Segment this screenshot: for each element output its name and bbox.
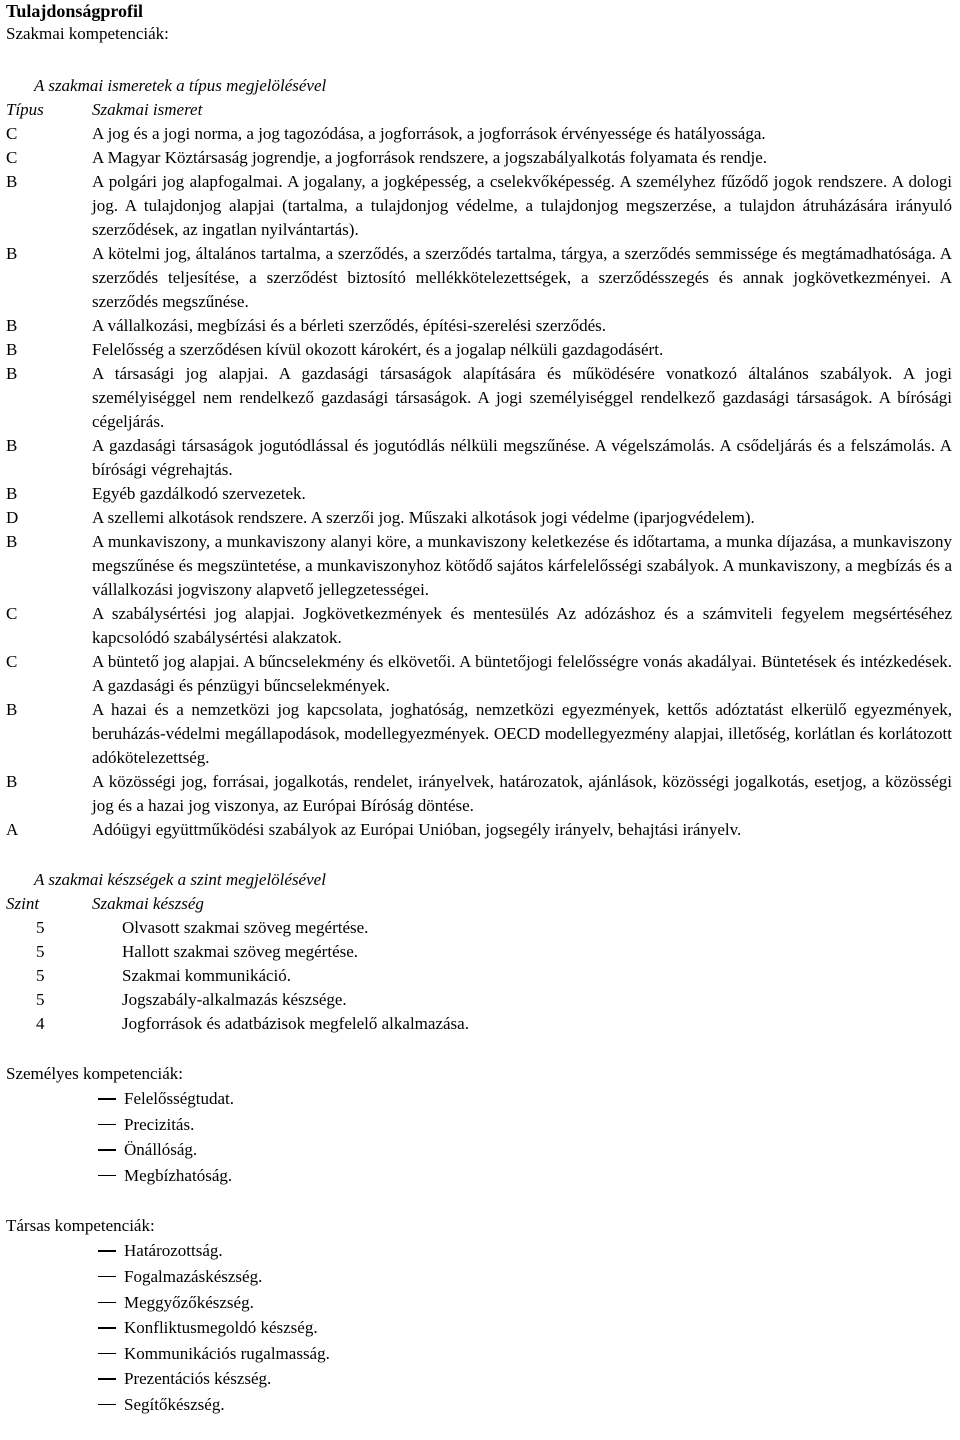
- skill-row: [6, 988, 956, 1012]
- knowledge-column-header: Szakmai ismeret: [92, 100, 203, 119]
- personal-competency-item: [6, 1163, 956, 1189]
- knowledge-text: A büntető jog alapjai. A bűncselekmény és elkövetői. A büntetőjogi felelősségre vonás akadályai. Büntetések és intézkedések. A gazdasági és pénzügyi bűncselekmények.: [92, 652, 952, 695]
- dash-bullet-icon: [94, 1086, 124, 1112]
- knowledge-code: B: [6, 772, 18, 791]
- knowledge-text: A polgári jog alapfogalmai. A jogalany, a jogképesség, a cselekvőképesség. A személyhez fűződő jogok rendszere. A dologi jog. A tulajdonjog alapjai (tartalma, a tulajdonjog védelme, a tulajdonjog megszerzése, a tulajdon átruházására irányuló szerződések, az ingatlan nyilvántartás).: [92, 172, 952, 239]
- skill-text: Szakmai kommunikáció.: [122, 966, 292, 985]
- dash-bullet-icon: [94, 1238, 124, 1264]
- knowledge-code: B: [6, 244, 18, 263]
- social-competency-item: [6, 1341, 956, 1367]
- knowledge-code: B: [6, 172, 18, 191]
- type-column-header: Típus: [6, 100, 44, 119]
- skills-heading: A szakmai készségek a szint megjelölésével: [34, 870, 326, 889]
- skill-code: 4: [36, 1014, 45, 1033]
- dash-bullet-icon: [94, 1163, 124, 1189]
- social-competency-item: [6, 1290, 956, 1316]
- personal-competency-label: Felelősségtudat.: [124, 1089, 235, 1108]
- skill-text: Hallott szakmai szöveg megértése.: [122, 942, 359, 961]
- knowledge-row: [6, 338, 956, 362]
- knowledge-code: B: [6, 700, 18, 719]
- social-competency-label: Segítőkészség.: [124, 1394, 225, 1414]
- knowledge-text: A gazdasági társaságok jogutódlással és jogutódlás nélküli megszűnése. A végelszámolás. A csődeljárás és a felszámolás. A bírósági végrehajtás.: [92, 436, 952, 479]
- knowledge-text: Adóügyi együttműködési szabályok az Európai Unióban, jogsegély irányelv, behajtási irányelv.: [92, 820, 742, 839]
- knowledge-table: [6, 122, 956, 842]
- professional-competencies-label: Szakmai kompetenciák:: [6, 24, 169, 43]
- skills-table-header: [6, 892, 956, 916]
- personal-competencies-label: Személyes kompetenciák:: [6, 1064, 184, 1083]
- personal-competency-label: Önállóság.: [124, 1140, 198, 1160]
- knowledge-code: B: [6, 532, 18, 551]
- skill-code: 5: [36, 918, 45, 937]
- dash-bullet-icon: [94, 1290, 124, 1316]
- knowledge-code: B: [6, 364, 18, 383]
- skill-row: [6, 916, 956, 940]
- page-title: Tulajdonságprofil: [6, 1, 144, 21]
- knowledge-row: [6, 314, 956, 338]
- personal-competency-item: [6, 1112, 956, 1138]
- personal-competency-label: Precizitás.: [124, 1114, 195, 1134]
- knowledge-text: A társasági jog alapjai. A gazdasági társaságok alapítására és működésére vonatkozó általános szabályok. A jogi személyiséggel nem rendelkező gazdasági társaságok. A jogi személyiséggel rendelkező gazdasági társaságok. A bírósági cégeljárás.: [92, 364, 952, 431]
- social-competency-item: [6, 1392, 956, 1418]
- knowledge-row: [6, 650, 956, 698]
- knowledge-heading: A szakmai ismeretek a típus megjelölésével: [34, 76, 327, 95]
- dash-bullet-icon: [94, 1392, 124, 1418]
- knowledge-code: B: [6, 340, 18, 359]
- dash-bullet-icon: [94, 1341, 124, 1367]
- knowledge-code: C: [6, 148, 18, 167]
- skill-text: Jogszabály-alkalmazás készsége.: [122, 990, 347, 1009]
- knowledge-text: A munkaviszony, a munkaviszony alanyi köre, a munkaviszony keletkezése és időtartama, a munka díjazása, a munkaviszony megszűnése és megszüntetése, a munkaviszonyhoz kötődő sajátos kárfelelősségi szabályok. A munkaviszony, a megbízás és a vállalkozási jogviszony alapvető jellegzetességei.: [92, 532, 952, 599]
- knowledge-text: Felelősség a szerződésen kívül okozott károkért, és a jogalap nélküli gazdagodásért.: [92, 340, 664, 359]
- knowledge-row: [6, 434, 956, 482]
- knowledge-text: Egyéb gazdálkodó szervezetek.: [92, 484, 306, 503]
- knowledge-text: A szellemi alkotások rendszere. A szerzői jog. Műszaki alkotások jogi védelme (iparjogvédelem).: [92, 508, 755, 527]
- knowledge-row: [6, 242, 956, 314]
- skill-text: Jogforrások és adatbázisok megfelelő alkalmazása.: [122, 1014, 469, 1033]
- knowledge-text: A hazai és a nemzetközi jog kapcsolata, joghatóság, nemzetközi egyezmények, kettős adóztatást elkerülő egyezmények, beruházás-védelmi megállapodások, modellegyezmények. OECD modellegyezmény alapjai, illetőség, korlátlan és korlátozott adókötelezettség.: [92, 700, 952, 767]
- skill-row: [6, 940, 956, 964]
- social-competency-label: Prezentációs készség.: [124, 1369, 272, 1389]
- knowledge-row: [6, 122, 956, 146]
- skill-text: Olvasott szakmai szöveg megértése.: [122, 918, 369, 937]
- social-competency-item: [6, 1366, 956, 1392]
- skill-column-header: Szakmai készség: [92, 894, 204, 913]
- dash-bullet-icon: [94, 1137, 124, 1163]
- knowledge-row: [6, 362, 956, 434]
- knowledge-row: [6, 602, 956, 650]
- personal-competency-item: [6, 1137, 956, 1163]
- knowledge-row: [6, 818, 956, 842]
- social-competency-label: Kommunikációs rugalmasság.: [124, 1343, 330, 1363]
- knowledge-row: [6, 146, 956, 170]
- knowledge-row: [6, 698, 956, 770]
- dash-bullet-icon: [94, 1112, 124, 1138]
- social-competencies-label: Társas kompetenciák:: [6, 1216, 155, 1236]
- social-competency-label: Határozottság.: [124, 1241, 223, 1261]
- document-page: [6, 0, 956, 1418]
- skill-code: 5: [36, 942, 45, 961]
- social-competency-label: Konfliktusmegoldó készség.: [124, 1318, 318, 1338]
- social-competency-label: Meggyőzőkészség.: [124, 1292, 254, 1312]
- knowledge-text: A vállalkozási, megbízási és a bérleti szerződés, építési-szerelési szerződés.: [92, 316, 607, 335]
- knowledge-row: [6, 170, 956, 242]
- personal-competencies-list: [6, 1086, 956, 1188]
- knowledge-text: A szabálysértési jog alapjai. Jogkövetkezmények és mentesülés Az adózáshoz és a számviteli fegyelem megsértéséhez kapcsolódó szabálysértési alakzatok.: [92, 604, 952, 647]
- personal-competency-label: Megbízhatóság.: [124, 1165, 233, 1185]
- knowledge-code: B: [6, 484, 18, 503]
- knowledge-code: C: [6, 652, 18, 671]
- knowledge-code: B: [6, 436, 18, 455]
- knowledge-code: A: [6, 820, 19, 839]
- skill-code: 5: [36, 966, 45, 985]
- knowledge-code: C: [6, 124, 18, 143]
- knowledge-table-header: [6, 98, 956, 122]
- level-column-header: Szint: [6, 894, 40, 913]
- knowledge-text: A kötelmi jog, általános tartalma, a szerződés, a szerződés tartalma, tárgya, a szerződés semmissége és megtámadhatósága. A szerződés teljesítése, a szerződést biztosító mellékkötelezettségek, a szerződésszegés és annak jogkövetkezményei. A szerződés megszűnése.: [92, 244, 952, 311]
- knowledge-code: B: [6, 316, 18, 335]
- knowledge-text: A jog és a jogi norma, a jog tagozódása, a jogforrások, a jogforrások érvényessége és hatályossága.: [92, 124, 766, 143]
- skills-table: [6, 916, 956, 1036]
- personal-competency-item: [6, 1086, 956, 1112]
- knowledge-row: [6, 530, 956, 602]
- social-competencies-list: [6, 1238, 956, 1417]
- skill-code: 5: [36, 990, 45, 1009]
- social-competency-item: [6, 1238, 956, 1264]
- knowledge-text: A Magyar Köztársaság jogrendje, a jogforrások rendszere, a jogszabályalkotás folyamata és rendje.: [92, 148, 768, 167]
- knowledge-row: [6, 770, 956, 818]
- knowledge-text: A közösségi jog, forrásai, jogalkotás, rendelet, irányelvek, határozatok, ajánlások, közösségi jogalkotás, esetjog, a közösségi jog és a hazai jog viszonya, az Európai Bíróság döntése.: [92, 772, 952, 815]
- dash-bullet-icon: [94, 1315, 124, 1341]
- dash-bullet-icon: [94, 1366, 124, 1392]
- knowledge-code: C: [6, 604, 18, 623]
- social-competency-item: [6, 1315, 956, 1341]
- skill-row: [6, 1012, 956, 1036]
- social-competency-label: Fogalmazáskészség.: [124, 1266, 263, 1286]
- social-competency-item: [6, 1264, 956, 1290]
- skill-row: [6, 964, 956, 988]
- dash-bullet-icon: [94, 1264, 124, 1290]
- knowledge-row: [6, 506, 956, 530]
- knowledge-row: [6, 482, 956, 506]
- knowledge-code: D: [6, 508, 19, 527]
